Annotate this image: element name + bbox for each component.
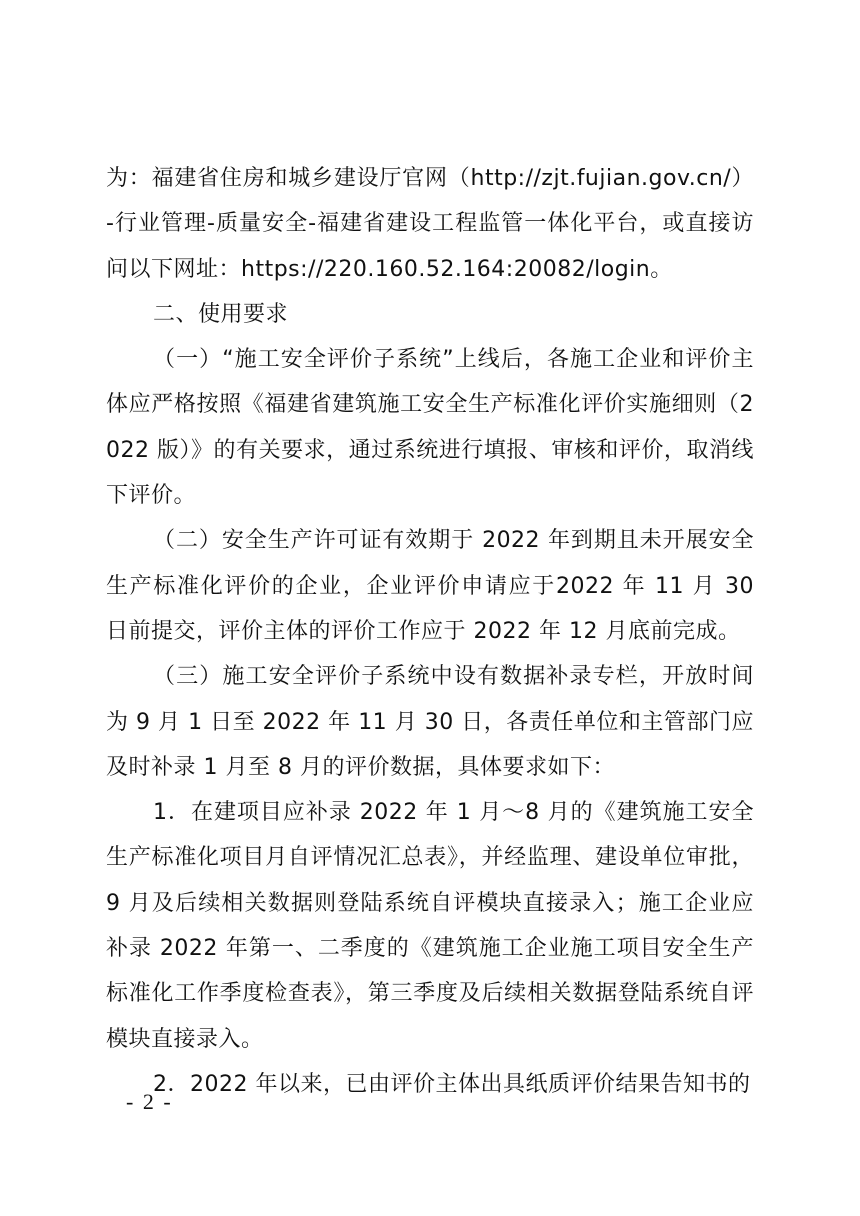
paragraph-subitem-2: 2．2022 年以来，已由评价主体出具纸质评价结果告知书的 bbox=[153, 1071, 751, 1097]
paragraph-item-1: （一）“施工安全评价子系统”上线后，各施工企业和评价主体应严格按照《福建省建筑施工安全生产标准化评价实施细则（2022 版）》的有关要求，通过系统进行填报、审核和评价，取消线下评价。 bbox=[106, 347, 754, 509]
paragraph-item-3: （三）施工安全评价子系统中设有数据补录专栏，开放时间为 9 月 1 日至 2022 年 11 月 30 日，各责任单位和主管部门应及时补录 1 月至 8 月的评价数据，具体要求如下： bbox=[106, 664, 754, 780]
paragraph-continuation: 为：福建省住房和城乡建设厅官网（http://zjt.fujian.gov.cn/）-行业管理-质量安全-福建省建设工程监管一体化平台，或直接访问以下网址：https://220.160.52.164:20082/login。 bbox=[106, 166, 754, 282]
paragraph-item-2: （二）安全生产许可证有效期于 2022 年到期且未开展安全生产标准化评价的企业，企业评价申请应于2022 年 11 月 30 日前提交，评价主体的评价工作应于 2022 年 12 月底前完成。 bbox=[106, 528, 754, 644]
page-number: - 2 - bbox=[126, 1089, 173, 1114]
document-body bbox=[106, 156, 754, 1107]
paragraph-subitem-1: 1．在建项目应补录 2022 年 1 月～8 月的《建筑施工安全生产标准化项目月自评情况汇总表》，并经监理、建设单位审批，9 月及后续相关数据则登陆系统自评模块直接录入；施工企业应补录 2022 年第一、二季度的《建筑施工企业施工项目安全生产标准化工作季度检查表》，第三季度及后续相关数据登陆系统自评模块直接录入。 bbox=[106, 800, 754, 1052]
section-heading: 二、使用要求 bbox=[153, 301, 289, 327]
